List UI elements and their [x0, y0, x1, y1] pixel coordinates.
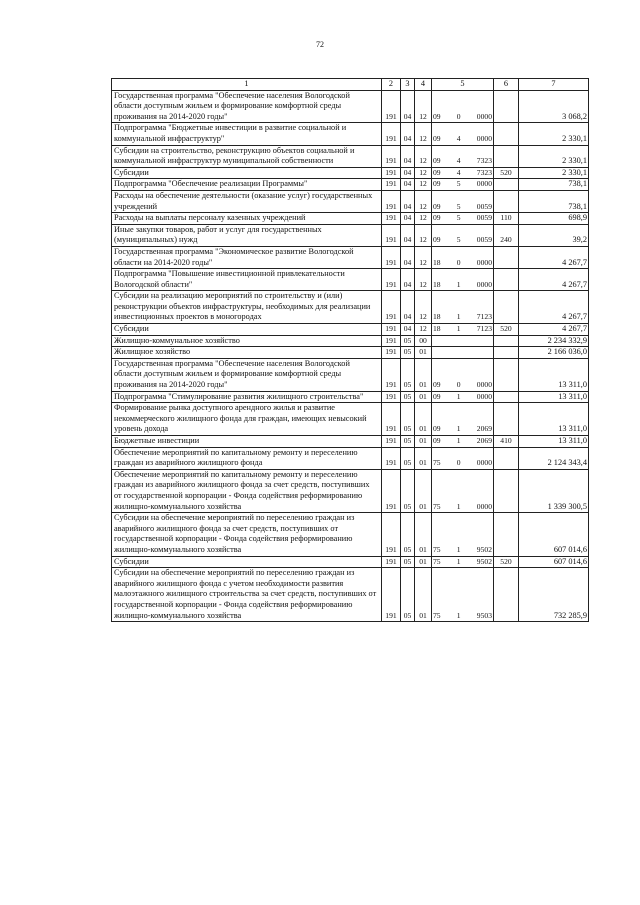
row-subsection: 01 [415, 447, 432, 469]
target-article-part: 4 [456, 167, 461, 177]
row-section: 05 [401, 513, 415, 556]
row-expense-type [494, 469, 519, 512]
row-code: 191 [382, 436, 401, 448]
target-article-part: 75 [433, 610, 441, 620]
target-article-part: 1 [456, 556, 461, 566]
row-code: 191 [382, 269, 401, 291]
target-article-part: 0000 [476, 257, 492, 267]
row-name: Обеспечение мероприятий по капитальному ремонту и переселению граждан из аварийного жилищного фонда за счет средств, поступивших от государственной корпорации - Фонда содействия реформированию жилищно-коммунального хозяйства [112, 469, 382, 512]
row-section: 05 [401, 436, 415, 448]
target-article-part: 09 [433, 111, 441, 121]
row-expense-type [494, 347, 519, 359]
row-subsection: 01 [415, 358, 432, 391]
table-row [112, 347, 589, 359]
row-name: Подпрограмма "Повышение инвестиционной привлекательности Вологодской области" [112, 269, 382, 291]
row-section: 04 [401, 123, 415, 145]
row-subsection: 12 [415, 224, 432, 246]
row-subsection: 12 [415, 167, 432, 179]
row-target-article [432, 358, 494, 391]
row-amount: 4 267,7 [519, 291, 589, 324]
target-article-part: 0059 [476, 201, 492, 211]
target-article-part: 2069 [476, 424, 492, 434]
target-article-part: 0000 [476, 458, 492, 468]
table-row [112, 179, 589, 191]
column-header: 2 [382, 79, 401, 91]
row-expense-type [494, 513, 519, 556]
table-row [112, 335, 589, 347]
row-code: 191 [382, 213, 401, 225]
target-article-part: 1 [456, 424, 461, 434]
target-article-part: 5 [456, 179, 461, 189]
table-row [112, 90, 589, 123]
row-section: 04 [401, 167, 415, 179]
row-amount: 4 267,7 [519, 269, 589, 291]
row-target-article [432, 224, 494, 246]
row-subsection: 12 [415, 190, 432, 212]
row-section: 04 [401, 291, 415, 324]
row-amount: 2 330,1 [519, 145, 589, 167]
row-section: 05 [401, 391, 415, 403]
row-section: 04 [401, 90, 415, 123]
table-row [112, 469, 589, 512]
table-row [112, 145, 589, 167]
target-article-part: 75 [433, 458, 441, 468]
row-expense-type [494, 358, 519, 391]
row-target-article [432, 246, 494, 268]
row-section: 04 [401, 145, 415, 167]
target-article-part: 7323 [476, 156, 492, 166]
row-code: 191 [382, 291, 401, 324]
target-article-part: 4 [456, 156, 461, 166]
row-amount: 1 339 300,5 [519, 469, 589, 512]
row-section: 04 [401, 246, 415, 268]
row-target-article [432, 324, 494, 336]
target-article-part: 0 [456, 380, 461, 390]
row-subsection: 12 [415, 145, 432, 167]
table-row [112, 568, 589, 622]
row-amount: 3 068,2 [519, 90, 589, 123]
row-expense-type [494, 123, 519, 145]
target-article-part: 09 [433, 380, 441, 390]
row-name: Государственная программа "Обеспечение населения Вологодской области доступным жильем и формирование комфортной среды проживания на 2014-2020 годы" [112, 90, 382, 123]
row-target-article [432, 347, 494, 359]
row-section: 04 [401, 224, 415, 246]
row-subsection: 12 [415, 324, 432, 336]
target-article-part: 0000 [476, 111, 492, 121]
target-article-part: 18 [433, 324, 441, 334]
target-article-part: 1 [456, 436, 461, 445]
row-name: Формирование рынка доступного арендного жилья и развитие некоммерческого жилищного фонда для граждан, имеющих невысокий уровень дохода [112, 403, 382, 436]
column-header: 4 [415, 79, 432, 91]
row-target-article [432, 556, 494, 568]
table-row [112, 269, 589, 291]
table-row [112, 246, 589, 268]
target-article-part: 75 [433, 544, 441, 554]
row-amount: 13 311,0 [519, 391, 589, 403]
row-subsection: 12 [415, 179, 432, 191]
target-article-part: 09 [433, 391, 441, 401]
row-target-article [432, 335, 494, 347]
target-article-part: 1 [456, 312, 461, 322]
row-expense-type: 410 [494, 436, 519, 448]
row-name: Субсидии на обеспечение мероприятий по переселению граждан из аварийного жилищного фонда с учетом необходимости развития малоэтажного жилищного строительства за счет средств, поступивших от государственной корпорации - Фонда содействия реформированию жилищно-коммунального хозяйства [112, 568, 382, 622]
row-expense-type [494, 391, 519, 403]
target-article-part: 0059 [476, 213, 492, 223]
target-article-part: 75 [433, 501, 441, 511]
target-article-part: 0000 [476, 501, 492, 511]
row-target-article [432, 167, 494, 179]
row-amount: 13 311,0 [519, 358, 589, 391]
row-expense-type [494, 291, 519, 324]
target-article-part: 0000 [476, 179, 492, 189]
row-name: Расходы на выплаты персоналу казенных учреждений [112, 213, 382, 225]
row-name: Жилищное хозяйство [112, 347, 382, 359]
row-amount: 732 285,9 [519, 568, 589, 622]
row-subsection: 01 [415, 513, 432, 556]
row-subsection: 01 [415, 403, 432, 436]
row-expense-type: 520 [494, 556, 519, 568]
target-article-part: 1 [456, 501, 461, 511]
row-code: 191 [382, 246, 401, 268]
target-article-part: 18 [433, 312, 441, 322]
table-row [112, 391, 589, 403]
row-name: Подпрограмма "Стимулирование развития жилищного строительства" [112, 391, 382, 403]
row-code: 191 [382, 556, 401, 568]
row-amount: 4 267,7 [519, 246, 589, 268]
table-row [112, 436, 589, 448]
target-article-part: 9503 [476, 610, 492, 620]
row-expense-type [494, 568, 519, 622]
target-article-part: 7123 [476, 312, 492, 322]
row-code: 191 [382, 179, 401, 191]
row-amount: 738,1 [519, 179, 589, 191]
budget-table [111, 78, 589, 622]
row-amount: 2 124 343,4 [519, 447, 589, 469]
row-expense-type [494, 90, 519, 123]
row-target-article [432, 403, 494, 436]
row-target-article [432, 123, 494, 145]
row-expense-type: 520 [494, 167, 519, 179]
target-article-part: 2069 [476, 436, 492, 445]
target-article-part: 0000 [476, 133, 492, 143]
row-target-article [432, 90, 494, 123]
row-code: 191 [382, 145, 401, 167]
row-section: 04 [401, 190, 415, 212]
table-row [112, 123, 589, 145]
target-article-part: 75 [433, 556, 441, 566]
row-code: 191 [382, 335, 401, 347]
row-amount: 2 166 036,0 [519, 347, 589, 359]
row-section: 05 [401, 568, 415, 622]
row-code: 191 [382, 403, 401, 436]
row-code: 191 [382, 190, 401, 212]
row-name: Субсидии на строительство, реконструкцию объектов социальной и коммунальной инфраструктур муниципальной собственности [112, 145, 382, 167]
row-subsection: 01 [415, 347, 432, 359]
row-name: Бюджетные инвестиции [112, 436, 382, 448]
target-article-part: 1 [456, 279, 461, 289]
target-article-part: 0000 [476, 279, 492, 289]
target-article-part: 4 [456, 133, 461, 143]
row-subsection: 12 [415, 123, 432, 145]
row-code: 191 [382, 224, 401, 246]
target-article-part: 09 [433, 201, 441, 211]
table-row [112, 324, 589, 336]
target-article-part: 0 [456, 458, 461, 468]
column-header: 7 [519, 79, 589, 91]
row-amount: 607 014,6 [519, 513, 589, 556]
target-article-part: 9502 [476, 556, 492, 566]
row-code: 191 [382, 123, 401, 145]
table-row [112, 447, 589, 469]
row-name: Субсидии [112, 324, 382, 336]
row-name: Субсидии на обеспечение мероприятий по переселению граждан из аварийного жилищного фонда за счет средств, поступивших от государственной корпорации - Фонда содействия реформированию жилищно-коммунального хозяйства [112, 513, 382, 556]
column-header: 6 [494, 79, 519, 91]
row-expense-type: 110 [494, 213, 519, 225]
target-article-part: 09 [433, 213, 441, 223]
row-expense-type [494, 179, 519, 191]
row-subsection: 12 [415, 246, 432, 268]
target-article-part: 18 [433, 257, 441, 267]
target-article-part: 9502 [476, 544, 492, 554]
target-article-part: 5 [456, 213, 461, 223]
row-expense-type [494, 269, 519, 291]
target-article-part: 0000 [476, 391, 492, 401]
row-subsection: 12 [415, 269, 432, 291]
target-article-part: 7123 [476, 324, 492, 334]
row-section: 04 [401, 324, 415, 336]
target-article-part: 1 [456, 610, 461, 620]
target-article-part: 09 [433, 133, 441, 143]
row-amount: 607 014,6 [519, 556, 589, 568]
row-amount: 39,2 [519, 224, 589, 246]
row-section: 05 [401, 335, 415, 347]
table-row [112, 190, 589, 212]
row-expense-type [494, 335, 519, 347]
target-article-part: 0 [456, 257, 461, 267]
column-header: 5 [432, 79, 494, 91]
row-name: Расходы на обеспечение деятельности (оказание услуг) государственных учреждений [112, 190, 382, 212]
row-target-article [432, 436, 494, 448]
target-article-part: 5 [456, 235, 461, 245]
row-name: Иные закупки товаров, работ и услуг для государственных (муниципальных) нужд [112, 224, 382, 246]
row-target-article [432, 469, 494, 512]
row-code: 191 [382, 167, 401, 179]
table-row [112, 213, 589, 225]
row-expense-type: 520 [494, 324, 519, 336]
row-name: Субсидии [112, 556, 382, 568]
row-name: Жилищно-коммунальное хозяйство [112, 335, 382, 347]
target-article-part: 09 [433, 167, 441, 177]
row-name: Подпрограмма "Обеспечение реализации Программы" [112, 179, 382, 191]
row-name: Государственная программа "Экономическое развитие Вологодской области на 2014-2020 годы" [112, 246, 382, 268]
row-expense-type [494, 403, 519, 436]
row-subsection: 01 [415, 391, 432, 403]
row-amount: 4 267,7 [519, 324, 589, 336]
row-section: 05 [401, 403, 415, 436]
target-article-part: 1 [456, 391, 461, 401]
row-subsection: 12 [415, 291, 432, 324]
target-article-part: 18 [433, 279, 441, 289]
row-target-article [432, 145, 494, 167]
row-code: 191 [382, 568, 401, 622]
table-row [112, 556, 589, 568]
row-amount: 13 311,0 [519, 403, 589, 436]
row-expense-type [494, 447, 519, 469]
target-article-part: 09 [433, 179, 441, 189]
table-header-row [112, 79, 589, 91]
row-section: 05 [401, 469, 415, 512]
row-target-article [432, 291, 494, 324]
row-subsection: 01 [415, 556, 432, 568]
target-article-part: 09 [433, 436, 441, 445]
row-code: 191 [382, 347, 401, 359]
target-article-part: 0059 [476, 235, 492, 245]
table-row [112, 358, 589, 391]
column-header: 1 [112, 79, 382, 91]
row-target-article [432, 447, 494, 469]
table-row [112, 167, 589, 179]
row-section: 04 [401, 269, 415, 291]
row-subsection: 01 [415, 436, 432, 448]
target-article-part: 5 [456, 201, 461, 211]
page-number: 72 [316, 40, 324, 49]
row-subsection: 00 [415, 335, 432, 347]
row-code: 191 [382, 469, 401, 512]
row-section: 05 [401, 556, 415, 568]
row-subsection: 01 [415, 568, 432, 622]
row-code: 191 [382, 391, 401, 403]
row-code: 191 [382, 90, 401, 123]
row-code: 191 [382, 447, 401, 469]
row-target-article [432, 513, 494, 556]
row-amount: 2 330,1 [519, 167, 589, 179]
row-name: Подпрограмма "Бюджетные инвестиции в развитие социальной и коммунальной инфраструктур" [112, 123, 382, 145]
row-target-article [432, 269, 494, 291]
row-amount: 738,1 [519, 190, 589, 212]
table-body [112, 90, 589, 622]
column-header: 3 [401, 79, 415, 91]
row-name: Обеспечение мероприятий по капитальному ремонту и переселению граждан из аварийного жилищного фонда [112, 447, 382, 469]
target-article-part: 7323 [476, 167, 492, 177]
table-row [112, 291, 589, 324]
target-article-part: 09 [433, 424, 441, 434]
row-subsection: 12 [415, 90, 432, 123]
row-expense-type [494, 246, 519, 268]
row-expense-type [494, 145, 519, 167]
row-section: 05 [401, 347, 415, 359]
table-row [112, 513, 589, 556]
row-name: Субсидии на реализацию мероприятий по строительству и (или) реконструкции объектов инфраструктуры, необходимых для реализации инвестиционных проектов в моногородах [112, 291, 382, 324]
row-amount: 2 330,1 [519, 123, 589, 145]
row-amount: 13 311,0 [519, 436, 589, 448]
row-code: 191 [382, 358, 401, 391]
table-row [112, 403, 589, 436]
row-target-article [432, 391, 494, 403]
row-section: 05 [401, 447, 415, 469]
row-target-article [432, 190, 494, 212]
row-section: 04 [401, 179, 415, 191]
row-target-article [432, 568, 494, 622]
row-code: 191 [382, 513, 401, 556]
row-amount: 2 234 332,9 [519, 335, 589, 347]
target-article-part: 1 [456, 544, 461, 554]
row-section: 04 [401, 213, 415, 225]
target-article-part: 0000 [476, 380, 492, 390]
row-subsection: 01 [415, 469, 432, 512]
target-article-part: 1 [456, 324, 461, 334]
row-name: Государственная программа "Обеспечение населения Вологодской области доступным жильем и формирование комфортной среды проживания на 2014-2020 годы" [112, 358, 382, 391]
row-expense-type [494, 190, 519, 212]
table-row [112, 224, 589, 246]
row-section: 05 [401, 358, 415, 391]
row-target-article [432, 179, 494, 191]
target-article-part: 09 [433, 156, 441, 166]
row-code: 191 [382, 324, 401, 336]
row-target-article [432, 213, 494, 225]
row-subsection: 12 [415, 213, 432, 225]
target-article-part: 0 [456, 111, 461, 121]
row-name: Субсидии [112, 167, 382, 179]
row-amount: 698,9 [519, 213, 589, 225]
target-article-part: 09 [433, 235, 441, 245]
row-expense-type: 240 [494, 224, 519, 246]
